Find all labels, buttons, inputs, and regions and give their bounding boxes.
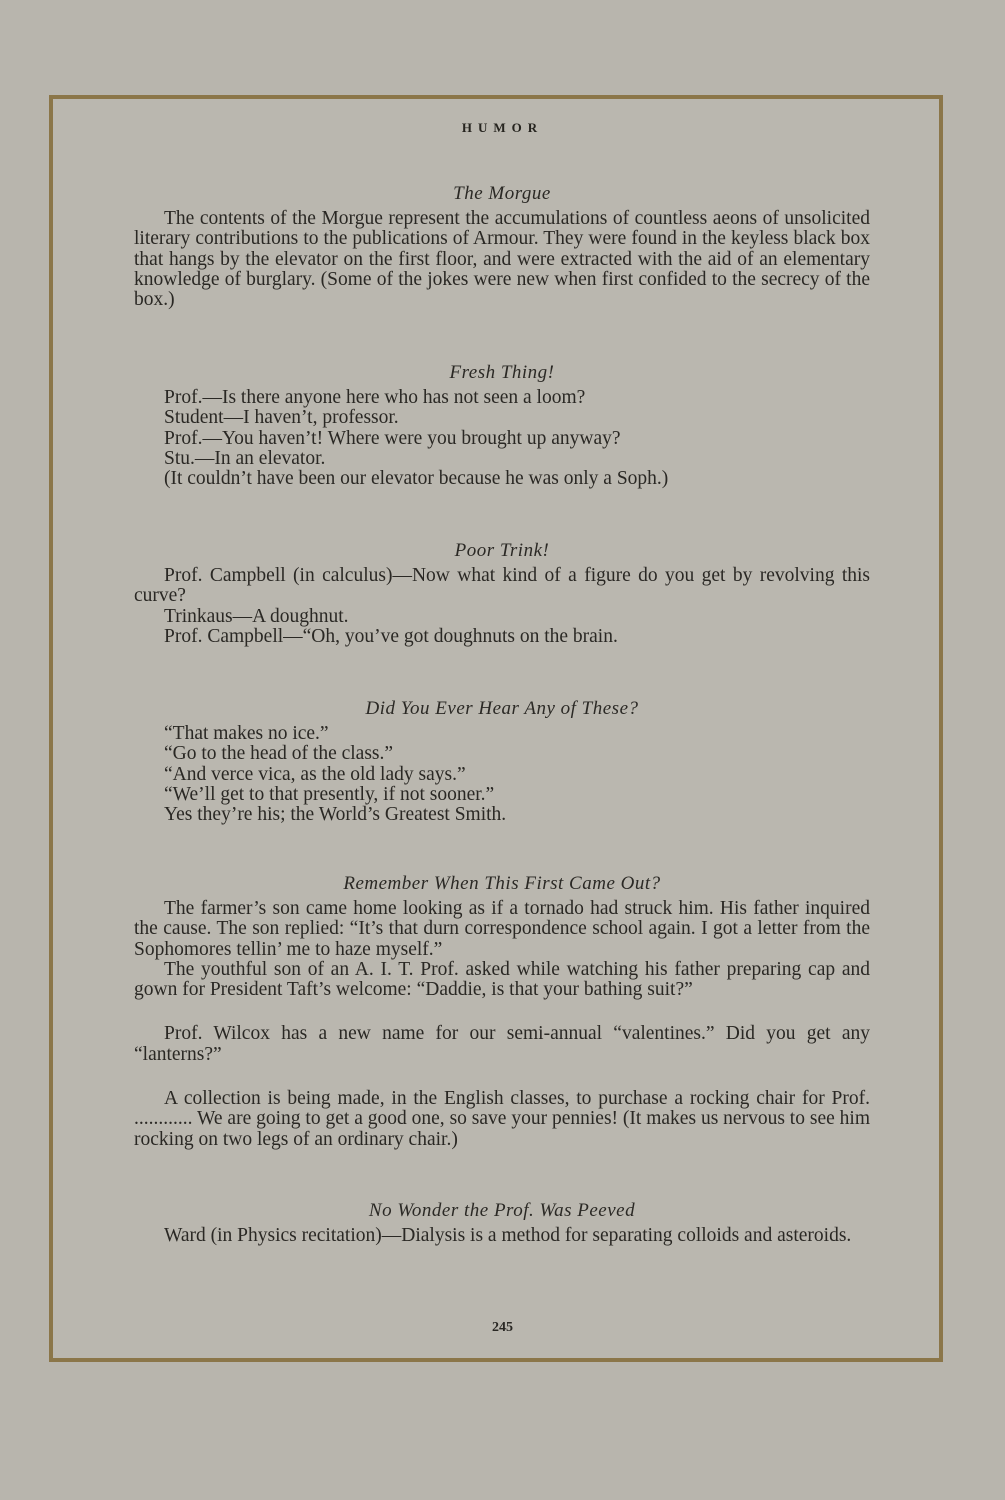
dialogue-line: Prof. Campbell—“Oh, you’ve got doughnuts on the brain. [164, 625, 618, 647]
section-fresh-thing [134, 362, 870, 489]
dialogue-line: Prof.—Is there anyone here who has not seen a loom? [164, 387, 586, 408]
quote-line: “We’ll get to that presently, if not sooner.” [164, 783, 495, 805]
section-did-you-ever-hear [134, 698, 870, 825]
running-head: HUMOR [461, 120, 544, 135]
dialogue-line: Prof.—You haven’t! Where were you brought up anyway? [164, 427, 621, 449]
paragraph: Ward (in Physics recitation)—Dialysis is a method for separating colloids and asteroids. [164, 1225, 852, 1246]
section-remember-when [134, 873, 870, 1150]
quote-line: Yes they’re his; the World’s Greatest Smith. [164, 804, 507, 826]
paragraph: The youthful son of an A. I. T. Prof. asked while watching his father preparing cap and gown for President Taft’s welcome: “Daddie, is that your bathing suit?” [134, 958, 870, 1001]
section-poor-trink [134, 540, 870, 647]
section-title: Poor Trink! [454, 540, 550, 561]
section-title: Fresh Thing! [449, 362, 555, 383]
page-number: 245 [492, 1320, 513, 1335]
quote-line: “Go to the head of the class.” [164, 743, 394, 765]
dialogue-line: Trinkaus—A doughnut. [164, 605, 349, 627]
paragraph: The contents of the Morgue represent the accumulations of countless aeons of unsolicited literary contributions to the publications of Armour. They were found in the keyless black box that hangs by the elevator on the first floor, and were extracted with the aid of an elementary knowledge of burglary. (Some of the jokes were new when first confided to the secrecy of the box.) [134, 208, 870, 311]
quote-line: “And verce vica, as the old lady says.” [164, 763, 466, 785]
paragraph: Prof. Wilcox has a new name for our semi-annual “valentines.” Did you get any “lanterns?” [134, 1023, 870, 1065]
quote-line: “That makes no ice.” [164, 723, 329, 744]
section-title: The Morgue [453, 183, 551, 204]
section-the-morgue [134, 183, 870, 310]
section-title: Remember When This First Came Out? [343, 873, 661, 894]
paragraph: Prof. Campbell (in calculus)—Now what kind of a figure do you get by revolving this curve? [134, 565, 870, 607]
dialogue-line: (It couldn’t have been our elevator because he was only a Soph.) [164, 468, 669, 490]
section-title: Did You Ever Hear Any of These? [365, 698, 639, 719]
section-no-wonder [134, 1200, 870, 1246]
dialogue-line: Student—I haven’t, professor. [164, 407, 399, 429]
paragraph: A collection is being made, in the English classes, to purchase a rocking chair for Prof. ............ We are going to get a good one, so save your pennies! (It makes us nervous to see him rocking on two legs of an ordinary chair.) [134, 1088, 870, 1150]
dialogue-line: Stu.—In an elevator. [164, 447, 326, 469]
section-title: No Wonder the Prof. Was Peeved [368, 1200, 636, 1221]
paragraph: The farmer’s son came home looking as if a tornado had struck him. His father inquired the cause. The son replied: “It’s that durn correspondence school again. I got a letter from the Sophomores tellin’ me to haze myself.” [134, 898, 870, 960]
